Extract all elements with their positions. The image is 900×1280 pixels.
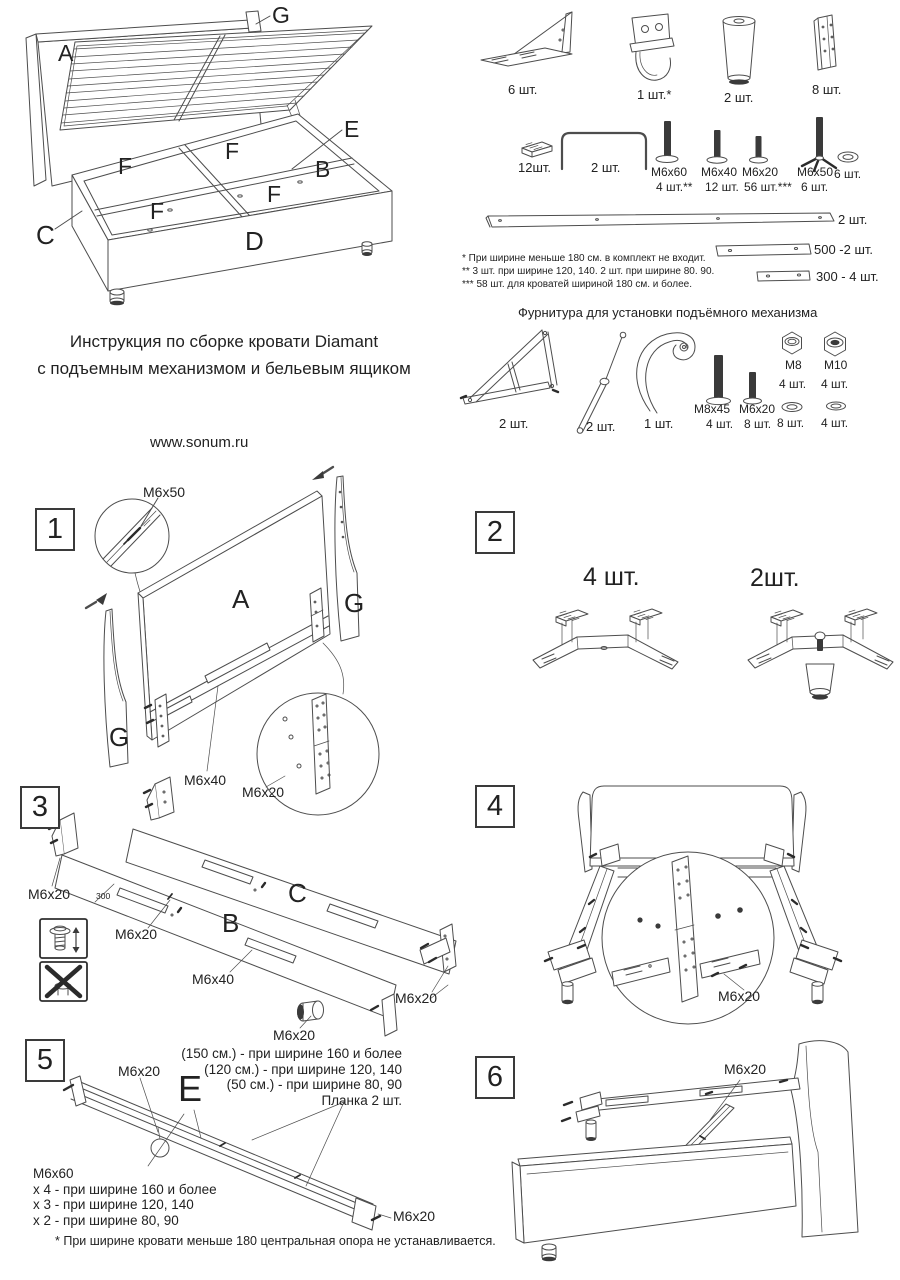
- bottom-note: * При ширине кровати меньше 180 центральная опора не устанавливается.: [55, 1234, 496, 1248]
- s1-label-m6x40: M6x40: [184, 772, 227, 788]
- step-5-number: 5: [25, 1039, 65, 1082]
- s5-m6x60-line1: M6x60: [33, 1166, 74, 1181]
- step-2-number: 2: [475, 511, 515, 554]
- overview-label-d: D: [245, 226, 264, 256]
- overview-label-f1: F: [118, 153, 133, 179]
- step4-illustration: [545, 786, 841, 1024]
- qty-strap: 1 шт.: [644, 416, 674, 431]
- part-leg-icon: [723, 17, 755, 85]
- qty-washer-8: 8 шт.: [777, 416, 805, 430]
- step1-illustration: [86, 467, 379, 815]
- step2-illustration: [533, 609, 893, 700]
- qty-lift-mechanism: 2 шт.: [499, 416, 529, 431]
- part-flat-plate-icon: [814, 15, 836, 70]
- s3-label-300: 300: [96, 891, 111, 901]
- size-nut-m10: M10: [824, 358, 848, 372]
- qty-washer: 6 шт.: [834, 167, 862, 181]
- part-plate-300-icon: [757, 271, 810, 281]
- qty-bolt-m8x45: 4 шт.: [706, 417, 734, 431]
- no-screw-icon: [40, 962, 87, 1001]
- screw-depth-icon: [40, 919, 87, 958]
- s3-label-m6x20-mid: M6x20: [115, 926, 158, 942]
- title-line2: с подъемным механизмом и бельевым ящиком: [37, 359, 411, 378]
- qty-flat-plate: 8 шт.: [812, 82, 842, 97]
- s5-plank-line3: (50 см.) - при ширине 80, 90: [226, 1077, 402, 1092]
- overview-label-f4: F: [150, 198, 165, 224]
- overview-label-a: A: [58, 40, 74, 66]
- s5-plank-line4: Планка 2 шт.: [321, 1092, 402, 1108]
- step-3-number: 3: [20, 786, 60, 829]
- qty-u-bracket: 2 шт.: [591, 160, 621, 175]
- overview-label-f3: F: [267, 181, 282, 207]
- footnote-2: ** 3 шт. при ширине 120, 140. 2 шт. при ширине 80. 90.: [462, 266, 715, 277]
- size-bolt-m6x40: M6x40: [701, 165, 738, 179]
- hw-bolt-m8x45-icon: [707, 355, 731, 405]
- s5-m6x60-note: [33, 1166, 217, 1228]
- step2-bracket-2x: [748, 609, 893, 700]
- hw-lift-mechanism-icon: [461, 330, 558, 404]
- overview-label-f2: F: [225, 138, 240, 164]
- footnote-1: * При ширине меньше 180 см. в комплект не входит.: [462, 253, 706, 264]
- part-bolt-m6x50-icon: [802, 117, 836, 171]
- s3-label-m6x20-bottom: M6x20: [273, 1027, 316, 1043]
- s1-label-g-right: G: [344, 588, 365, 618]
- step-1-number: 1: [35, 508, 75, 551]
- qty-bolt-m6x20-hw: 8 шт.: [744, 417, 772, 431]
- qty-leg: 2 шт.: [724, 90, 754, 105]
- part-bolt-m6x60-icon: [656, 121, 678, 163]
- qty-bolt-m6x50: 6 шт.: [801, 180, 829, 194]
- part-washer-icon: [838, 152, 858, 162]
- s3-label-m6x40: M6x40: [192, 971, 235, 987]
- page-title: [28, 332, 420, 379]
- hw-bolt-m6x20-icon: [744, 372, 762, 404]
- step6-illustration: [512, 1041, 858, 1262]
- size-bolt-m6x50: M6x50: [797, 165, 834, 179]
- s1-label-g-left: G: [109, 722, 130, 752]
- qty-bolt-m6x40: 12 шт.: [705, 180, 739, 194]
- qty-rail: 2 шт.: [838, 212, 868, 227]
- hw-strap-icon: [637, 333, 695, 413]
- s2-qty-4: 4 шт.: [583, 563, 640, 591]
- s5-plank-note: [160, 1046, 402, 1108]
- hw-nut-m8-icon: [783, 332, 802, 354]
- s5-m6x60-line4: x 2 - при ширине 80, 90: [33, 1212, 179, 1228]
- qty-nut-m8: 4 шт.: [779, 377, 807, 391]
- overview-bed-illustration: [26, 11, 392, 305]
- step-6-number: 6: [475, 1056, 515, 1099]
- qty-hook-bracket: 1 шт.*: [637, 87, 672, 102]
- s1-label-m6x20: M6x20: [242, 784, 285, 800]
- qty-bolt-m6x20: 56 шт.***: [744, 180, 792, 194]
- s5-plank-line2: (120 см.) - при ширине 120, 140: [204, 1061, 402, 1077]
- part-bolt-m6x40-icon: [707, 130, 727, 163]
- qty-gas-strut: 2 шт.: [586, 419, 616, 434]
- overview-label-e: E: [344, 116, 360, 142]
- s3-label-c: C: [288, 878, 307, 908]
- size-bolt-m8x45: M8x45: [694, 402, 731, 416]
- step-4-number: 4: [475, 785, 515, 828]
- s5-label-e: E: [178, 1068, 203, 1109]
- hw-washer-8-icon: [782, 403, 802, 412]
- qty-nut-m10: 4 шт.: [821, 377, 849, 391]
- s3-label-m6x20-right: M6x20: [395, 990, 438, 1006]
- size-bolt-m6x60: M6x60: [651, 165, 688, 179]
- size-bolt-m6x20-hw: M6x20: [739, 402, 776, 416]
- overview-label-b: B: [315, 156, 331, 182]
- s5-m6x60-line2: x 4 - при ширине 160 и более: [33, 1181, 217, 1197]
- parts-illustrations: [481, 12, 858, 281]
- qty-pad: 12шт.: [518, 160, 552, 175]
- step3-illustration: [40, 777, 456, 1036]
- s5-m6x60-line3: x 3 - при ширине 120, 140: [33, 1197, 194, 1212]
- part-plate-500-icon: [716, 244, 811, 256]
- s3-label-b: B: [222, 908, 240, 938]
- s1-label-a: A: [232, 584, 250, 614]
- part-hook-bracket-icon: [630, 14, 674, 80]
- s4-label-m6x20: M6x20: [718, 988, 761, 1004]
- s3-label-m6x20-left: M6x20: [28, 886, 71, 902]
- label-plate-500: 500 -2 шт.: [814, 242, 874, 257]
- overview-label-g: G: [272, 2, 290, 28]
- title-line1: Инструкция по сборке кровати Diamant: [69, 332, 379, 351]
- website-url: www.sonum.ru: [150, 434, 249, 451]
- s6-label-m6x20: M6x20: [724, 1061, 767, 1077]
- qty-bolt-m6x60: 4 шт.**: [656, 180, 693, 194]
- part-corner-bracket-icon: [481, 12, 572, 66]
- part-bolt-m6x20-icon: [750, 136, 768, 163]
- hw-nut-m10-icon: [825, 332, 846, 356]
- size-nut-m8: M8: [785, 358, 802, 372]
- part-rail-icon: [486, 213, 834, 227]
- s5-plank-line1: (150 см.) - при ширине 160 и более: [181, 1046, 402, 1061]
- s2-qty-2: 2шт.: [750, 564, 800, 592]
- footnote-3: *** 58 шт. для кроватей шириной 180 см. и более.: [462, 279, 692, 290]
- step2-bracket-4x: [533, 609, 678, 669]
- part-pad-icon: [522, 142, 552, 157]
- s5-label-m6x20-br: M6x20: [393, 1208, 436, 1224]
- overview-label-c: C: [36, 220, 55, 250]
- hardware-title: Фурнитура для установки подъёмного механизма: [518, 305, 818, 320]
- qty-washer-4: 4 шт.: [821, 416, 849, 430]
- hw-washer-4-icon: [827, 402, 846, 410]
- qty-corner-bracket: 6 шт.: [508, 82, 538, 97]
- label-plate-300: 300 - 4 шт.: [816, 269, 879, 284]
- s5-label-m6x20-top: M6x20: [118, 1063, 161, 1079]
- s1-label-m6x50: M6x50: [143, 484, 186, 500]
- size-bolt-m6x20: M6x20: [742, 165, 779, 179]
